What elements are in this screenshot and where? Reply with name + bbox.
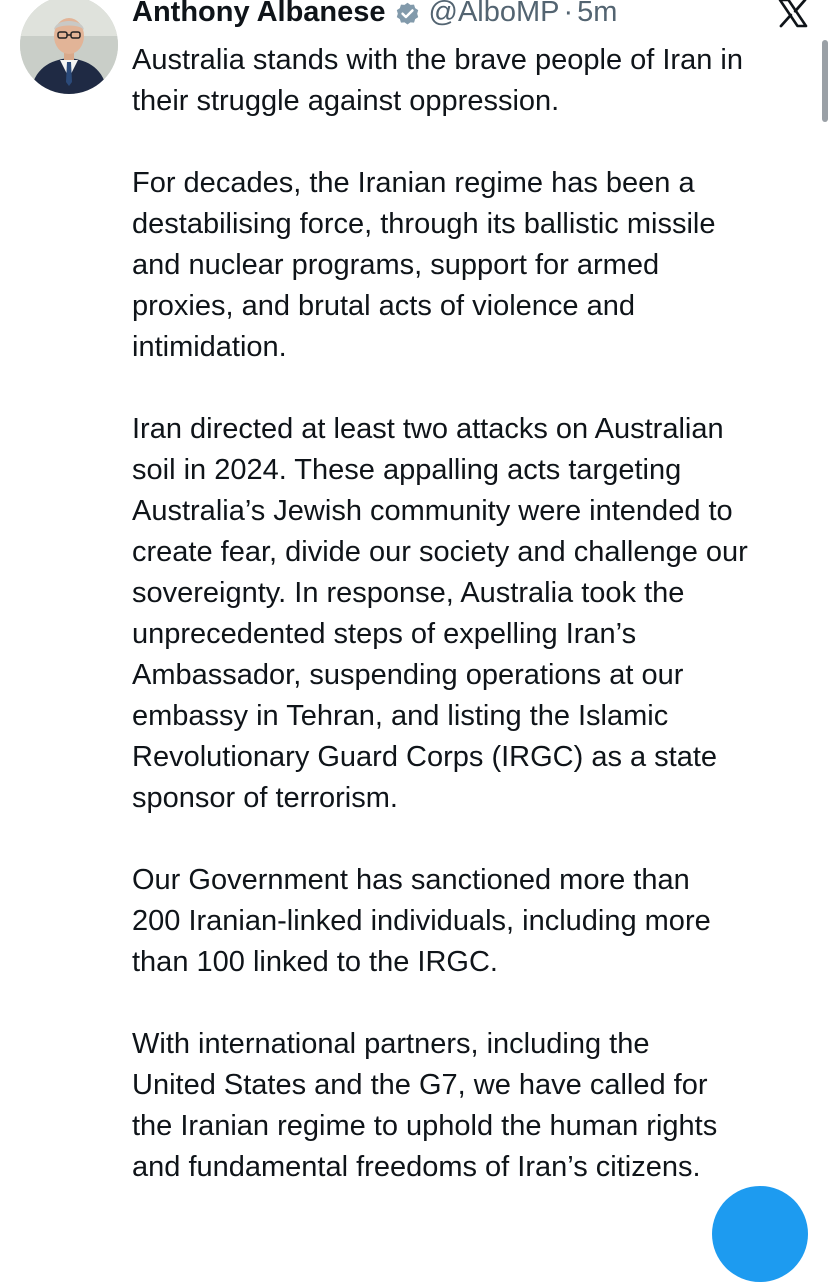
tweet-header <box>132 0 617 32</box>
tweet-paragraph: For decades, the Iranian regime has been a destabilising force, through its ballistic missile and nuclear programs, support for armed proxies, and brutal acts of violence and intimidation. <box>132 167 716 363</box>
scrollbar-thumb[interactable] <box>822 40 828 122</box>
author-display-name[interactable]: Anthony Albanese <box>132 0 386 28</box>
verified-badge-icon <box>394 0 421 26</box>
avatar-photo <box>20 0 118 94</box>
author-handle[interactable]: @AlboMP <box>428 0 560 28</box>
separator-dot: · <box>563 0 574 28</box>
tweet-paragraph: Iran directed at least two attacks on Australian soil in 2024. These appalling acts targeting Australia’s Jewish community were intended to create fear, divide our society and challenge our sovereignty. In response, Australia took the unprecedented steps of expelling Iran’s Ambassador, suspending operations at our embassy in Tehran, and listing the Islamic Revolutionary Guard Corps (IRGC) as a state sponsor of terrorism. <box>132 413 748 814</box>
tweet-text <box>132 40 822 1229</box>
compose-button[interactable] <box>712 1186 808 1282</box>
tweet-paragraph: Our Government has sanctioned more than 200 Iranian-linked individuals, including more than 100 linked to the IRGC. <box>132 864 711 978</box>
tweet-timestamp[interactable]: 5m <box>577 0 618 28</box>
tweet-paragraph: With international partners, including the United States and the G7, we have called for the Iranian regime to uphold the human rights and fundamental freedoms of Iran’s citizens. <box>132 1028 718 1183</box>
author-avatar[interactable] <box>20 0 118 94</box>
tweet-paragraph: Australia stands with the brave people of Iran in their struggle against oppression. <box>132 44 743 117</box>
x-logo-icon <box>778 0 808 28</box>
